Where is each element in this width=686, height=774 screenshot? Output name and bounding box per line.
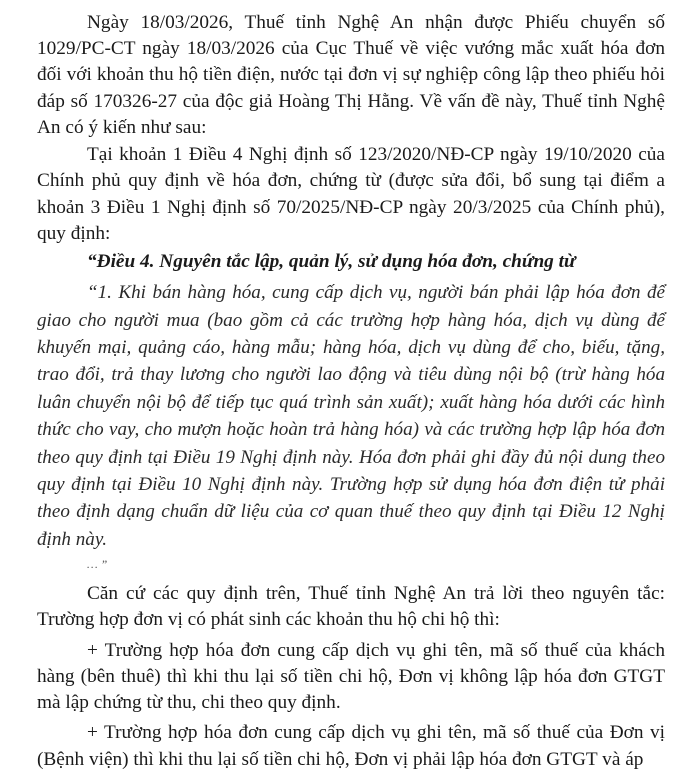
quote-end: … ” [87,557,108,572]
legal-basis-paragraph: Tại khoản 1 Điều 4 Nghị định số 123/2020/NĐ-CP ngày 19/10/2020 của Chính phủ quy định về hóa đơn, chứng từ (được sửa đổi, bổ sung tại điểm a khoản 3 Điều 1 Nghị định số 70/2025/NĐ-CP ngày 20/3/2025 của Chính phủ), quy định: [37,144,665,244]
intro-paragraph: Ngày 18/03/2026, Thuế tỉnh Nghệ An nhận được Phiếu chuyển số 1029/PC-CT ngày 18/03/2026 của Cục Thuế về việc vướng mắc xuất hóa đơn đối với khoản thu hộ tiền điện, nước tại đơn vị sự nghiệp công lập theo phiếu hỏi đáp số 170326-27 của độc giả Hoàng Thị Hằng. Về vấn đề này, Thuế tỉnh Nghệ An có ý kiến như sau: [37,12,665,138]
conclusion-paragraph: Căn cứ các quy định trên, Thuế tỉnh Nghệ An trả lời theo nguyên tắc: Trường hợp đơn vị có phát sinh các khoản thu hộ chi hộ thì: [37,583,665,631]
bullet-item-2: + Trường hợp hóa đơn cung cấp dịch vụ ghi tên, mã số thuế của Đơn vị (Bệnh viện) thì khi thu lại số tiền chi hộ, Đơn vị phải lập hóa đơn GTGT và áp [37,722,665,770]
quote-body: “1. Khi bán hàng hóa, cung cấp dịch vụ, người bán phải lập hóa đơn để giao cho người mua (bao gồm cả các trường hợp hàng hóa, dịch vụ dùng để khuyến mại, quảng cáo, hàng mẫu; hàng hóa, dịch vụ dùng để cho, biếu, tặng, trao đổi, trả thay lương cho người lao động và tiêu dùng nội bộ (trừ hàng hóa luân chuyển nội bộ để tiếp tục quá trình sản xuất); xuất hàng hóa dưới các hình thức cho vay, cho mượn hoặc hoàn trả hàng hóa) và các trường hợp lập hóa đơn theo quy định tại Điều 19 Nghị định này. Hóa đơn phải ghi đầy đủ nội dung theo quy định tại Điều 10 Nghị định này. Trường hợp sử dụng hóa đơn điện tử phải theo định dạng chuẩn dữ liệu của cơ quan thuế theo quy định tại Điều 12 Nghị định này. [37,282,665,550]
document-page [37,10,665,774]
quote-heading: “Điều 4. Nguyên tắc lập, quản lý, sử dụng hóa đơn, chứng từ [87,251,576,273]
bullet-item-1: + Trường hợp hóa đơn cung cấp dịch vụ ghi tên, mã số thuế của khách hàng (bên thuê) thì khi thu lại số tiền chi hộ, Đơn vị không lập hóa đơn GTGT mà lập chứng từ thu, chi theo quy định. [37,639,665,714]
